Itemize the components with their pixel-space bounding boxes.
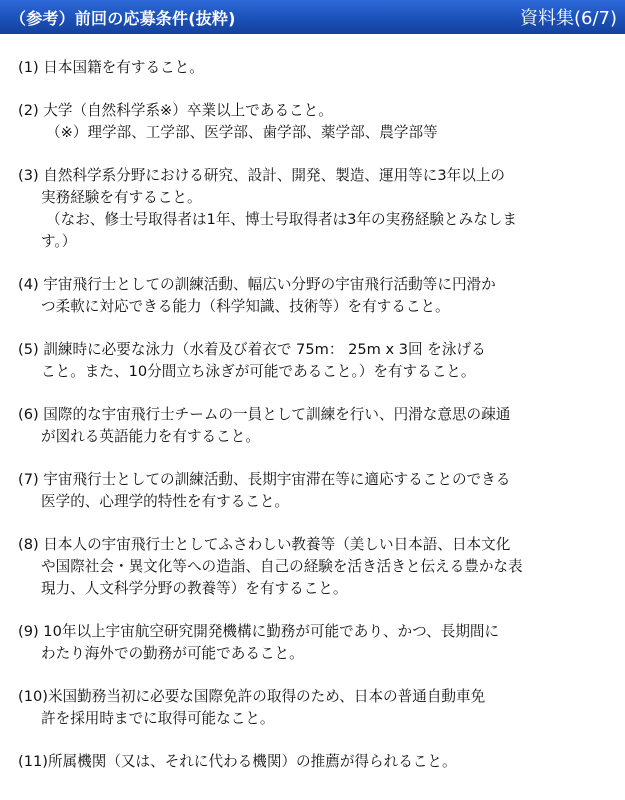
requirement-item	[18, 274, 614, 318]
requirement-text	[18, 404, 614, 448]
requirement-line: (8) 日本人の宇宙飛行士としてふさわしい教養等（美しい日本語、日本文化	[18, 536, 511, 553]
requirement-line: (1) 日本国籍を有すること。	[18, 59, 204, 76]
requirement-text	[18, 686, 614, 730]
requirement-note-line: （※）理学部、工学部、医学部、歯学部、薬学部、農学部等	[46, 124, 438, 141]
requirement-item	[18, 339, 614, 383]
requirement-line: こと。また、10分間立ち泳ぎが可能であること。）を有すること。	[41, 363, 476, 380]
requirement-text	[18, 751, 614, 773]
requirement-line: 許を採用時までに取得可能なこと。	[41, 710, 275, 727]
requirement-text	[18, 100, 614, 144]
requirement-line: わたり海外での勤務が可能であること。	[41, 645, 304, 662]
requirement-item	[18, 57, 614, 79]
requirement-item	[18, 404, 614, 448]
requirement-line: (7) 宇宙飛行士としての訓練活動、長期宇宙滞在等に適応することのできる	[18, 471, 511, 488]
requirement-text	[18, 165, 614, 253]
requirement-item	[18, 751, 614, 773]
requirement-line: す。）	[41, 233, 77, 250]
requirement-text	[18, 534, 614, 600]
requirement-line: (3) 自然科学系分野における研究、設計、開発、製造、運用等に3年以上の	[18, 167, 506, 184]
requirement-line: 医学的、心理学的特性を有すること。	[41, 493, 290, 510]
requirement-line: や国際社会・異文化等への造詣、自己の経験を活き活きと伝える豊かな表	[41, 558, 523, 575]
requirement-item	[18, 621, 614, 665]
requirement-line: 実務経験を有すること。	[41, 189, 202, 206]
requirement-line: (10)米国勤務当初に必要な国際免許の取得のため、日本の普通自動車免	[18, 688, 486, 705]
requirement-text	[18, 469, 614, 513]
requirement-line: 現力、人文科学分野の教養等）を有すること。	[41, 580, 348, 597]
slide-title: （参考）前回の応募条件(抜粋)	[10, 8, 236, 28]
requirement-line: (2) 大学（自然科学系※）卒業以上であること。	[18, 102, 333, 119]
requirement-text	[18, 621, 614, 665]
requirement-line: つ柔軟に対応できる能力（科学知識、技術等）を有すること。	[41, 298, 450, 315]
requirement-line: (5) 訓練時に必要な泳力（水着及び着衣で 75m： 25m x 3回 を泳げる	[18, 341, 486, 358]
requirement-item	[18, 100, 614, 144]
slide-header	[0, 0, 625, 34]
requirement-line: が図れる英語能力を有すること。	[41, 428, 260, 445]
requirement-item	[18, 686, 614, 730]
page-label: 資料集(6/7)	[519, 8, 617, 29]
requirement-line: (9) 10年以上宇宙航空研究開発機構に勤務が可能であり、かつ、長期間に	[18, 623, 500, 640]
requirement-text	[18, 339, 614, 383]
requirement-line: (4) 宇宙飛行士としての訓練活動、幅広い分野の宇宙飛行活動等に円滑か	[18, 276, 496, 293]
requirement-item	[18, 534, 614, 600]
requirement-text	[18, 57, 614, 79]
requirement-item	[18, 165, 614, 253]
requirement-item	[18, 469, 614, 513]
requirements-list	[18, 57, 614, 794]
requirement-text	[18, 274, 614, 318]
requirement-line: (6) 国際的な宇宙飛行士チームの一員として訓練を行い、円滑な意思の疎通	[18, 406, 511, 423]
requirement-note-line: （なお、修士号取得者は1年、博士号取得者は3年の実務経験とみなしま	[46, 211, 517, 228]
requirement-line: (11)所属機関（又は、それに代わる機関）の推薦が得られること。	[18, 753, 457, 770]
